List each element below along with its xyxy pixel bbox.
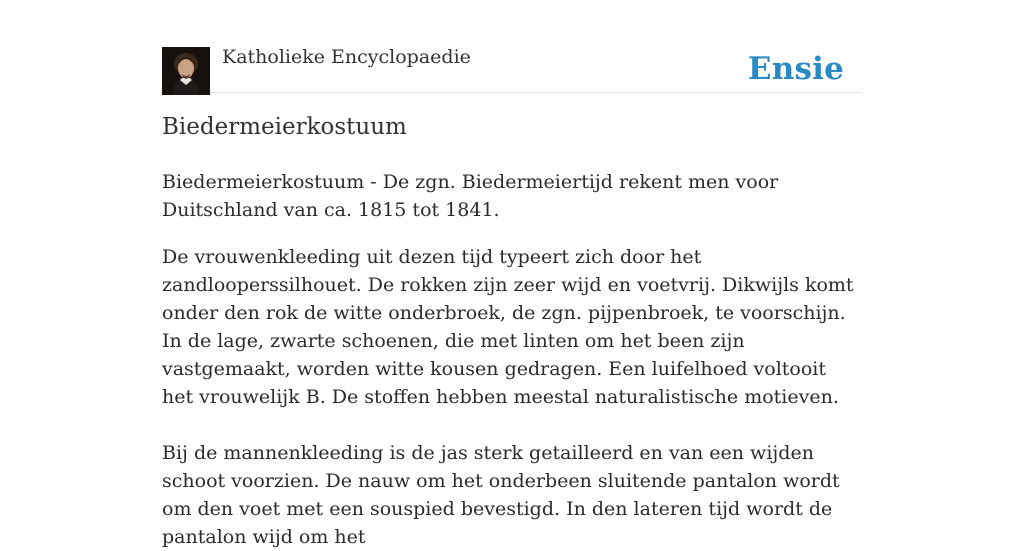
portrait-avatar-icon[interactable]	[162, 47, 210, 95]
site-header	[162, 40, 862, 93]
page-title: Biedermeierkostuum	[162, 114, 407, 140]
article-intro: Biedermeierkostuum - De zgn. Biedermeiertijd rekent men voor Duitschland van ca. 1815 tot 1841.	[162, 171, 779, 221]
brand-logo[interactable]: Ensie	[747, 51, 844, 87]
article-paragraph: De vrouwenkleeding uit dezen tijd typeert zich door het zandlooperssilhouet. De rokken zijn zeer wijd en voetvrij. Dikwijls komt onder den rok de witte onderbroek, de zgn. pijpenbroek, te voorschijn. In de lage, zwarte schoenen, die met linten om het been zijn vastgemaakt, worden witte kousen gedragen. Een luifelhoed voltooit het vrouwelijk B. De stoffen hebben meestal naturalistische motieven. Bij de mannenkleeding is de jas sterk getailleerd en van een wijden schoot voorzien. De nauw om het onderbeen sluitende pantalon wordt om den voet met een souspied bevestigd. In den lateren tijd wordt de pantalon wijd om het	[162, 246, 854, 548]
site-name[interactable]: Katholieke Encyclopaedie	[222, 46, 471, 68]
article-body	[162, 168, 862, 551]
